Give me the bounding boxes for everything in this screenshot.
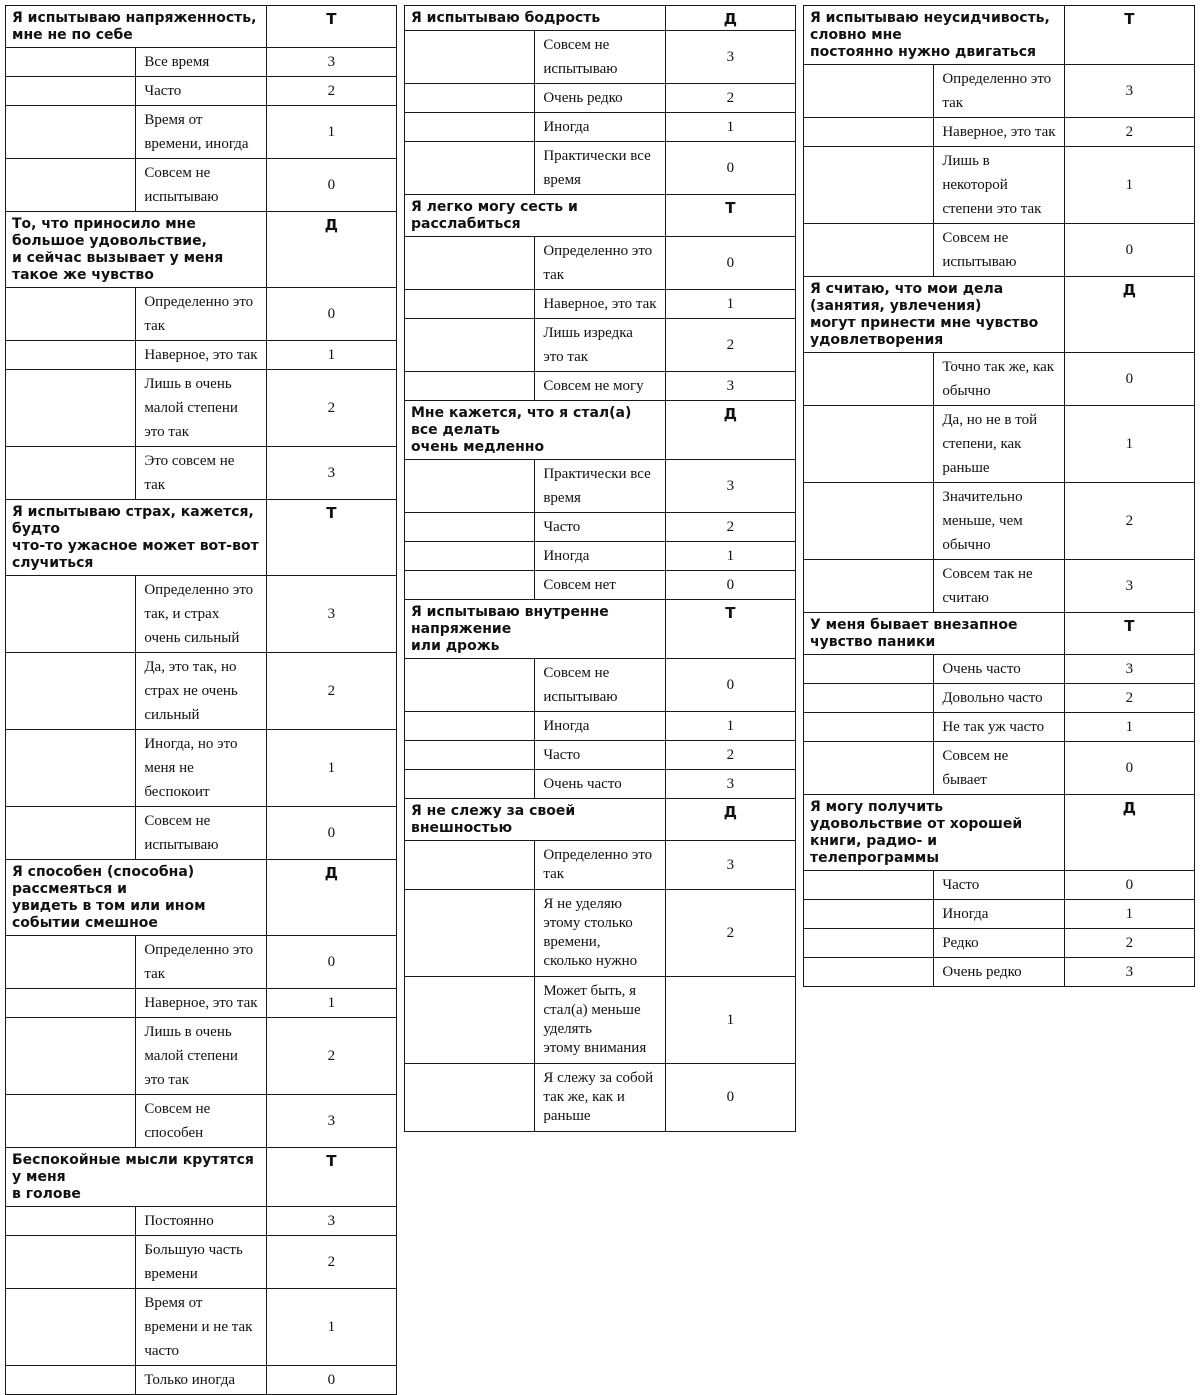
answer-row[interactable]	[6, 447, 397, 500]
answer-score: 0	[266, 807, 396, 860]
answer-score: 2	[266, 370, 396, 447]
answer-score: 3	[1064, 958, 1194, 987]
answer-checkbox-cell[interactable]	[405, 841, 535, 890]
answer-checkbox-cell[interactable]	[405, 319, 535, 372]
answer-score: 2	[1064, 118, 1194, 147]
answer-checkbox-cell[interactable]	[804, 684, 934, 713]
answer-row[interactable]	[804, 406, 1195, 483]
answer-row[interactable]	[804, 713, 1195, 742]
answer-row[interactable]	[6, 159, 397, 212]
answer-score: 3	[665, 460, 795, 513]
answer-row[interactable]	[6, 1236, 397, 1289]
question-row	[804, 277, 1195, 353]
question-row	[6, 500, 397, 576]
scale-tag: Т	[1064, 6, 1194, 65]
answer-checkbox-cell[interactable]	[405, 84, 535, 113]
answer-row[interactable]	[405, 977, 796, 1064]
answer-score: 1	[1064, 900, 1194, 929]
answer-row[interactable]	[6, 1366, 397, 1395]
answer-checkbox-cell[interactable]	[6, 989, 136, 1018]
answer-row[interactable]	[6, 730, 397, 807]
answer-checkbox-cell[interactable]	[405, 741, 535, 770]
question-text: Я легко могу сесть и расслабиться	[405, 195, 666, 237]
answer-row[interactable]	[804, 655, 1195, 684]
answer-checkbox-cell[interactable]	[804, 353, 934, 406]
answer-score: 2	[266, 1236, 396, 1289]
answer-option: Очень редко	[934, 958, 1064, 987]
question-text: Я могу получить удовольствие от хорошей книги, радио- и телепрограммы	[804, 795, 1065, 871]
answer-option: Совсем не испытываю	[934, 224, 1064, 277]
answer-checkbox-cell[interactable]	[405, 1064, 535, 1132]
answer-row[interactable]	[405, 741, 796, 770]
answer-row[interactable]	[405, 571, 796, 600]
answer-row[interactable]	[405, 372, 796, 401]
answer-option: Лишь в очень малой степени это так	[136, 1018, 266, 1095]
answer-option: Часто	[535, 513, 665, 542]
answer-row[interactable]	[405, 460, 796, 513]
answer-checkbox-cell[interactable]	[804, 871, 934, 900]
questionnaire-column-1	[5, 5, 397, 1395]
answer-row[interactable]	[405, 841, 796, 890]
question-row	[6, 1148, 397, 1207]
answer-option: Лишь в очень малой степени это так	[136, 370, 266, 447]
answer-checkbox-cell[interactable]	[804, 483, 934, 560]
answer-score: 1	[1064, 713, 1194, 742]
answer-row[interactable]	[6, 1289, 397, 1366]
answer-option: Совсем не могу	[535, 372, 665, 401]
question-text: Я не слежу за своей внешностью	[405, 799, 666, 841]
answer-score: 3	[266, 447, 396, 500]
answer-checkbox-cell[interactable]	[405, 977, 535, 1064]
answer-checkbox-cell[interactable]	[804, 560, 934, 613]
answer-row[interactable]	[6, 48, 397, 77]
answer-row[interactable]	[804, 353, 1195, 406]
answer-score: 0	[665, 571, 795, 600]
questionnaire-column-3	[803, 5, 1195, 987]
answer-row[interactable]	[6, 576, 397, 653]
answer-row[interactable]	[804, 560, 1195, 613]
answer-checkbox-cell[interactable]	[405, 542, 535, 571]
scale-tag: Т	[665, 600, 795, 659]
answer-score: 3	[266, 1207, 396, 1236]
answer-checkbox-cell[interactable]	[6, 159, 136, 212]
answer-row[interactable]	[6, 288, 397, 341]
answer-checkbox-cell[interactable]	[6, 653, 136, 730]
question-row	[6, 212, 397, 288]
answer-checkbox-cell[interactable]	[804, 406, 934, 483]
answer-score: 0	[266, 1366, 396, 1395]
answer-score: 3	[1064, 560, 1194, 613]
answer-score: 2	[665, 741, 795, 770]
answer-score: 3	[665, 841, 795, 890]
answer-option: Совсем нет	[535, 571, 665, 600]
answer-row[interactable]	[6, 936, 397, 989]
answer-checkbox-cell[interactable]	[405, 290, 535, 319]
answer-checkbox-cell[interactable]	[6, 1207, 136, 1236]
answer-score: 2	[665, 513, 795, 542]
answer-option: Точно так же, как обычно	[934, 353, 1064, 406]
answer-score: 0	[665, 237, 795, 290]
answer-option: Довольно часто	[934, 684, 1064, 713]
answer-score: 1	[1064, 406, 1194, 483]
question-row	[6, 860, 397, 936]
answer-checkbox-cell[interactable]	[6, 48, 136, 77]
answer-option: Совсем не испытываю	[535, 31, 665, 84]
answer-score: 0	[1064, 742, 1194, 795]
answer-score: 1	[1064, 147, 1194, 224]
answer-row[interactable]	[6, 1095, 397, 1148]
scale-tag: Д	[665, 6, 795, 31]
answer-option: Совсем не бывает	[934, 742, 1064, 795]
answer-row[interactable]	[405, 142, 796, 195]
answer-option: Все время	[136, 48, 266, 77]
answer-score: 0	[266, 288, 396, 341]
answer-row[interactable]	[6, 1207, 397, 1236]
answer-row[interactable]	[6, 106, 397, 159]
answer-row[interactable]	[804, 65, 1195, 118]
scale-tag: Д	[1064, 277, 1194, 353]
answer-row[interactable]	[405, 113, 796, 142]
answer-checkbox-cell[interactable]	[6, 288, 136, 341]
answer-option: Определенно это так	[934, 65, 1064, 118]
answer-option: Совсем не испытываю	[136, 807, 266, 860]
answer-score: 0	[665, 142, 795, 195]
answer-checkbox-cell[interactable]	[405, 142, 535, 195]
answer-option: Определенно это так, и страх очень сильный	[136, 576, 266, 653]
answer-checkbox-cell[interactable]	[405, 113, 535, 142]
answer-option: Я слежу за собой так же, как и раньше	[535, 1064, 665, 1132]
question-text: Я испытываю бодрость	[405, 6, 666, 31]
scale-tag: Д	[266, 860, 396, 936]
answer-score: 1	[266, 730, 396, 807]
answer-row[interactable]	[6, 807, 397, 860]
answer-row[interactable]	[6, 341, 397, 370]
answer-checkbox-cell[interactable]	[405, 890, 535, 977]
answer-checkbox-cell[interactable]	[804, 958, 934, 987]
answer-row[interactable]	[405, 290, 796, 319]
question-text: У меня бывает внезапное чувство паники	[804, 613, 1065, 655]
answer-row[interactable]	[804, 684, 1195, 713]
answer-option: Только иногда	[136, 1366, 266, 1395]
answer-option: Часто	[136, 77, 266, 106]
answer-checkbox-cell[interactable]	[6, 447, 136, 500]
question-text: Я испытываю страх, кажется, будто что-то ужасное может вот-вот случиться	[6, 500, 267, 576]
answer-score: 3	[665, 372, 795, 401]
scale-tag: Т	[266, 6, 396, 48]
answer-checkbox-cell[interactable]	[804, 147, 934, 224]
answer-row[interactable]	[405, 659, 796, 712]
answer-row[interactable]	[804, 224, 1195, 277]
answer-score: 2	[1064, 684, 1194, 713]
answer-row[interactable]	[6, 653, 397, 730]
answer-option: Да, это так, но страх не очень сильный	[136, 653, 266, 730]
answer-option: Иногда, но это меня не беспокоит	[136, 730, 266, 807]
answer-score: 1	[665, 542, 795, 571]
answer-score: 1	[266, 1289, 396, 1366]
answer-option: Редко	[934, 929, 1064, 958]
answer-option: Лишь в некоторой степени это так	[934, 147, 1064, 224]
answer-score: 1	[266, 106, 396, 159]
answer-option: Время от времени, иногда	[136, 106, 266, 159]
answer-checkbox-cell[interactable]	[804, 655, 934, 684]
answer-option: Не так уж часто	[934, 713, 1064, 742]
answer-row[interactable]	[6, 1018, 397, 1095]
answer-checkbox-cell[interactable]	[6, 106, 136, 159]
answer-row[interactable]	[405, 513, 796, 542]
answer-score: 2	[266, 653, 396, 730]
answer-row[interactable]	[405, 237, 796, 290]
questionnaire-column-2	[404, 5, 796, 1132]
answer-checkbox-cell[interactable]	[6, 1289, 136, 1366]
question-row	[405, 6, 796, 31]
answer-score: 1	[665, 290, 795, 319]
answer-score: 3	[665, 770, 795, 799]
answer-score: 2	[1064, 929, 1194, 958]
question-table	[5, 5, 397, 1395]
scale-tag: Т	[665, 195, 795, 237]
answer-row[interactable]	[405, 319, 796, 372]
question-row	[6, 6, 397, 48]
answer-row[interactable]	[405, 1064, 796, 1132]
answer-score: 3	[1064, 655, 1194, 684]
answer-option: Наверное, это так	[535, 290, 665, 319]
answer-checkbox-cell[interactable]	[6, 341, 136, 370]
answer-option: Очень часто	[934, 655, 1064, 684]
answer-score: 0	[1064, 871, 1194, 900]
answer-row[interactable]	[6, 77, 397, 106]
answer-row[interactable]	[804, 483, 1195, 560]
answer-checkbox-cell[interactable]	[6, 730, 136, 807]
question-row	[405, 195, 796, 237]
answer-score: 2	[266, 1018, 396, 1095]
answer-score: 0	[1064, 353, 1194, 406]
question-table	[803, 5, 1195, 987]
answer-row[interactable]	[405, 712, 796, 741]
answer-option: Часто	[535, 741, 665, 770]
answer-checkbox-cell[interactable]	[405, 31, 535, 84]
answer-checkbox-cell[interactable]	[6, 1095, 136, 1148]
answer-score: 2	[665, 890, 795, 977]
answer-row[interactable]	[804, 958, 1195, 987]
answer-checkbox-cell[interactable]	[405, 460, 535, 513]
answer-option: Лишь изредка это так	[535, 319, 665, 372]
question-text: Мне кажется, что я стал(а) все делать очень медленно	[405, 401, 666, 460]
question-text: Я испытываю неусидчивость, словно мне постоянно нужно двигаться	[804, 6, 1065, 65]
answer-option: Иногда	[535, 712, 665, 741]
answer-score: 2	[665, 319, 795, 372]
answer-option: Очень редко	[535, 84, 665, 113]
answer-row[interactable]	[804, 871, 1195, 900]
answer-row[interactable]	[405, 770, 796, 799]
scale-tag: Т	[266, 500, 396, 576]
answer-option: Практически все время	[535, 460, 665, 513]
answer-checkbox-cell[interactable]	[804, 65, 934, 118]
answer-option: Постоянно	[136, 1207, 266, 1236]
answer-option: Часто	[934, 871, 1064, 900]
answer-checkbox-cell[interactable]	[405, 571, 535, 600]
question-row	[405, 401, 796, 460]
answer-row[interactable]	[405, 31, 796, 84]
answer-row[interactable]	[405, 84, 796, 113]
answer-checkbox-cell[interactable]	[6, 1366, 136, 1395]
question-text: То, что приносило мне большое удовольствие, и сейчас вызывает у меня такое же чувство	[6, 212, 267, 288]
answer-option: Значительно меньше, чем обычно	[934, 483, 1064, 560]
question-text: Я испытываю внутренне напряжение или дрожь	[405, 600, 666, 659]
answer-score: 3	[266, 576, 396, 653]
answer-row[interactable]	[405, 890, 796, 977]
answer-score: 0	[665, 659, 795, 712]
answer-checkbox-cell[interactable]	[6, 77, 136, 106]
question-text: Я способен (способна) рассмеяться и увидеть в том или ином событии смешное	[6, 860, 267, 936]
answer-checkbox-cell[interactable]	[405, 712, 535, 741]
answer-score: 0	[665, 1064, 795, 1132]
question-table	[404, 5, 796, 1132]
question-row	[804, 795, 1195, 871]
answer-score: 1	[665, 977, 795, 1064]
answer-score: 0	[266, 936, 396, 989]
answer-option: Наверное, это так	[136, 341, 266, 370]
answer-option: Совсем не испытываю	[136, 159, 266, 212]
answer-option: Большую часть времени	[136, 1236, 266, 1289]
answer-score: 1	[665, 113, 795, 142]
answer-option: Иногда	[535, 542, 665, 571]
answer-checkbox-cell[interactable]	[6, 1018, 136, 1095]
answer-score: 2	[665, 84, 795, 113]
answer-score: 2	[1064, 483, 1194, 560]
scale-tag: Д	[665, 799, 795, 841]
answer-option: Я не уделяю этому столько времени, сколько нужно	[535, 890, 665, 977]
answer-option: Совсем не способен	[136, 1095, 266, 1148]
question-text: Я испытываю напряженность, мне не по себе	[6, 6, 267, 48]
answer-checkbox-cell[interactable]	[804, 118, 934, 147]
answer-row[interactable]	[804, 929, 1195, 958]
scale-tag: Д	[1064, 795, 1194, 871]
answer-option: Совсем не испытываю	[535, 659, 665, 712]
answer-checkbox-cell[interactable]	[804, 713, 934, 742]
answer-option: Совсем так не считаю	[934, 560, 1064, 613]
answer-option: Очень часто	[535, 770, 665, 799]
answer-row[interactable]	[804, 742, 1195, 795]
answer-row[interactable]	[804, 118, 1195, 147]
answer-row[interactable]	[804, 900, 1195, 929]
scale-tag: Т	[1064, 613, 1194, 655]
answer-score: 1	[665, 712, 795, 741]
answer-row[interactable]	[405, 542, 796, 571]
answer-score: 0	[266, 159, 396, 212]
answer-checkbox-cell[interactable]	[804, 742, 934, 795]
scale-tag: Д	[266, 212, 396, 288]
question-row	[804, 613, 1195, 655]
answer-score: 1	[266, 341, 396, 370]
answer-checkbox-cell[interactable]	[405, 770, 535, 799]
question-text: Беспокойные мысли крутятся у меня в голове	[6, 1148, 267, 1207]
answer-option: Наверное, это так	[136, 989, 266, 1018]
answer-score: 3	[266, 48, 396, 77]
answer-row[interactable]	[804, 147, 1195, 224]
answer-checkbox-cell[interactable]	[6, 1236, 136, 1289]
answer-checkbox-cell[interactable]	[804, 900, 934, 929]
answer-row[interactable]	[6, 989, 397, 1018]
answer-option: Определенно это так	[136, 288, 266, 341]
answer-option: Определенно это так	[136, 936, 266, 989]
answer-score: 3	[1064, 65, 1194, 118]
answer-option: Определенно это так	[535, 841, 665, 890]
answer-checkbox-cell[interactable]	[405, 659, 535, 712]
answer-row[interactable]	[6, 370, 397, 447]
answer-checkbox-cell[interactable]	[6, 936, 136, 989]
question-row	[405, 600, 796, 659]
answer-option: Это совсем не так	[136, 447, 266, 500]
answer-checkbox-cell[interactable]	[6, 576, 136, 653]
answer-score: 3	[665, 31, 795, 84]
answer-option: Иногда	[535, 113, 665, 142]
answer-option: Время от времени и не так часто	[136, 1289, 266, 1366]
question-text: Я считаю, что мои дела (занятия, увлечения) могут принести мне чувство удовлетворения	[804, 277, 1065, 353]
answer-score: 0	[1064, 224, 1194, 277]
question-row	[804, 6, 1195, 65]
answer-score: 1	[266, 989, 396, 1018]
answer-score: 2	[266, 77, 396, 106]
scale-tag: Т	[266, 1148, 396, 1207]
answer-option: Определенно это так	[535, 237, 665, 290]
answer-option: Да, но не в той степени, как раньше	[934, 406, 1064, 483]
answer-checkbox-cell[interactable]	[6, 807, 136, 860]
answer-checkbox-cell[interactable]	[405, 513, 535, 542]
answer-checkbox-cell[interactable]	[405, 372, 535, 401]
answer-option: Может быть, я стал(а) меньше уделять этому внимания	[535, 977, 665, 1064]
answer-option: Практически все время	[535, 142, 665, 195]
scale-tag: Д	[665, 401, 795, 460]
answer-checkbox-cell[interactable]	[804, 224, 934, 277]
answer-checkbox-cell[interactable]	[804, 929, 934, 958]
answer-score: 3	[266, 1095, 396, 1148]
answer-checkbox-cell[interactable]	[405, 237, 535, 290]
answer-option: Иногда	[934, 900, 1064, 929]
answer-option: Наверное, это так	[934, 118, 1064, 147]
question-row	[405, 799, 796, 841]
answer-checkbox-cell[interactable]	[6, 370, 136, 447]
